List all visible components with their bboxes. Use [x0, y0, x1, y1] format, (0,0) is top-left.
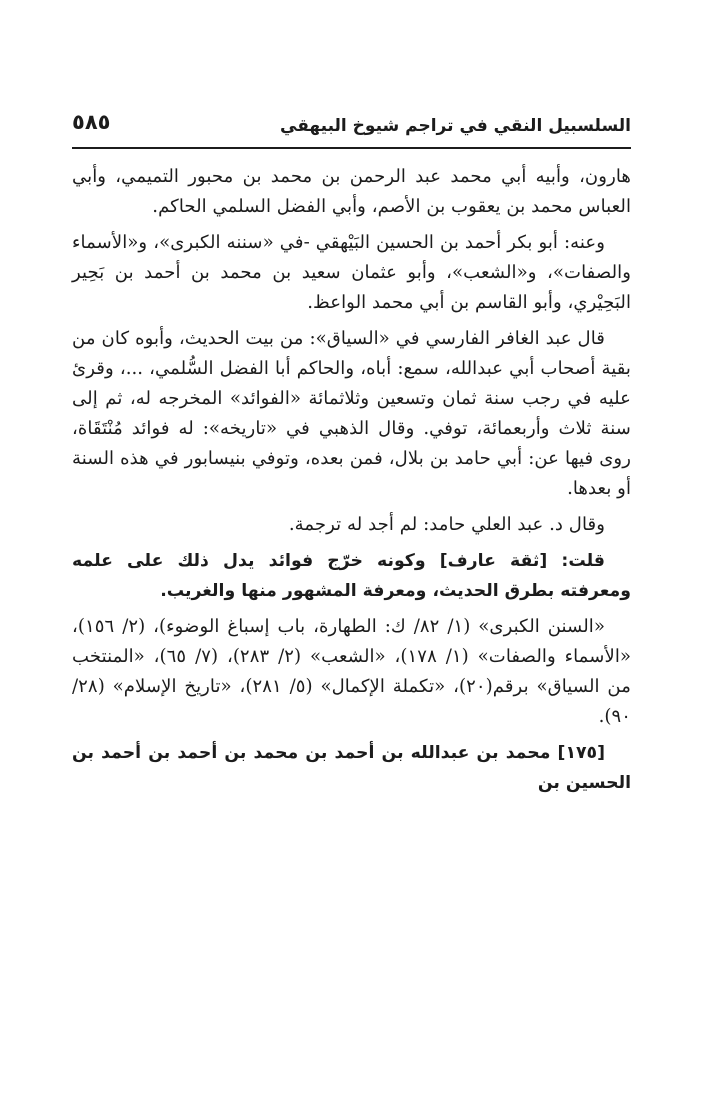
paragraph-teachers: هارون، وأبيه أبي محمد عبد الرحمن بن محمد بن محبور التميمي، وأبي العباس محمد بن يعقوب بن الأصم، وأبي الفضل السلمي الحاكم.	[72, 166, 631, 217]
header-rule	[72, 147, 631, 149]
paragraph-biography: قال عبد الغافر الفارسي في «السياق»: من بيت الحديث، وأبوه كان من بقية أصحاب أبي عبدالله، سمع: أباه، والحاكم أبا الفضل السُّلمي، ...، وقرئ عليه في رجب سنة ثمان وتسعين وثلاثمائة «الفوائد» المخرجه له، ثم إلى سنة ثلاث وأربعمائة، توفي. وقال الذهبي في «تاريخه»: له فوائد مُنْتَقَاة، روى فيها عن: أبي حامد بن بلال، فمن بعده، وتوفي بنيسابور في هذه السنة أو بعدها.	[72, 328, 631, 499]
page-number: ٥٨٥	[72, 110, 111, 134]
entry-heading-175: [١٧٥] محمد بن عبدالله بن أحمد بن محمد بن أحمد بن أحمد بن الحسين بن	[72, 743, 631, 793]
paragraph-students: وعنه: أبو بكر أحمد بن الحسين البَيْهقي -في «سننه الكبرى»، و«الأسماء والصفات»، و«الشعب»، وأبو عثمان سعيد بن محمد بن أحمد بن بَحِير البَحِيْري، وأبو القاسم بن أبي محمد الواعظ.	[72, 232, 631, 313]
paragraph-references: «السنن الكبرى» (١/ ٨٢/ ك: الطهارة، باب إسباغ الوضوء)، (٢/ ١٥٦)، «الأسماء والصفات» (١/ ١٧٨)، «الشعب» (٢/ ٢٨٣)، (٧/ ٦٥)، «المنتخب من السياق» برقم(٢٠)، «تكملة الإكمال» (٥/ ٢٨١)، «تاريخ الإسلام» (٢٨/ ٩٠).	[72, 616, 631, 727]
main-text	[72, 162, 631, 804]
paragraph-note: وقال د. عبد العلي حامد: لم أجد له ترجمة.	[288, 514, 605, 535]
paragraph-verdict: قلت: [ثقة عارف] وكونه خرّج فوائد يدل ذلك على علمه ومعرفته بطرق الحديث، ومعرفة المشهور منها والغريب.	[72, 551, 631, 601]
page-header	[72, 110, 631, 146]
running-title: السلسبيل النقي في تراجم شيوخ البيهقي	[280, 116, 631, 136]
